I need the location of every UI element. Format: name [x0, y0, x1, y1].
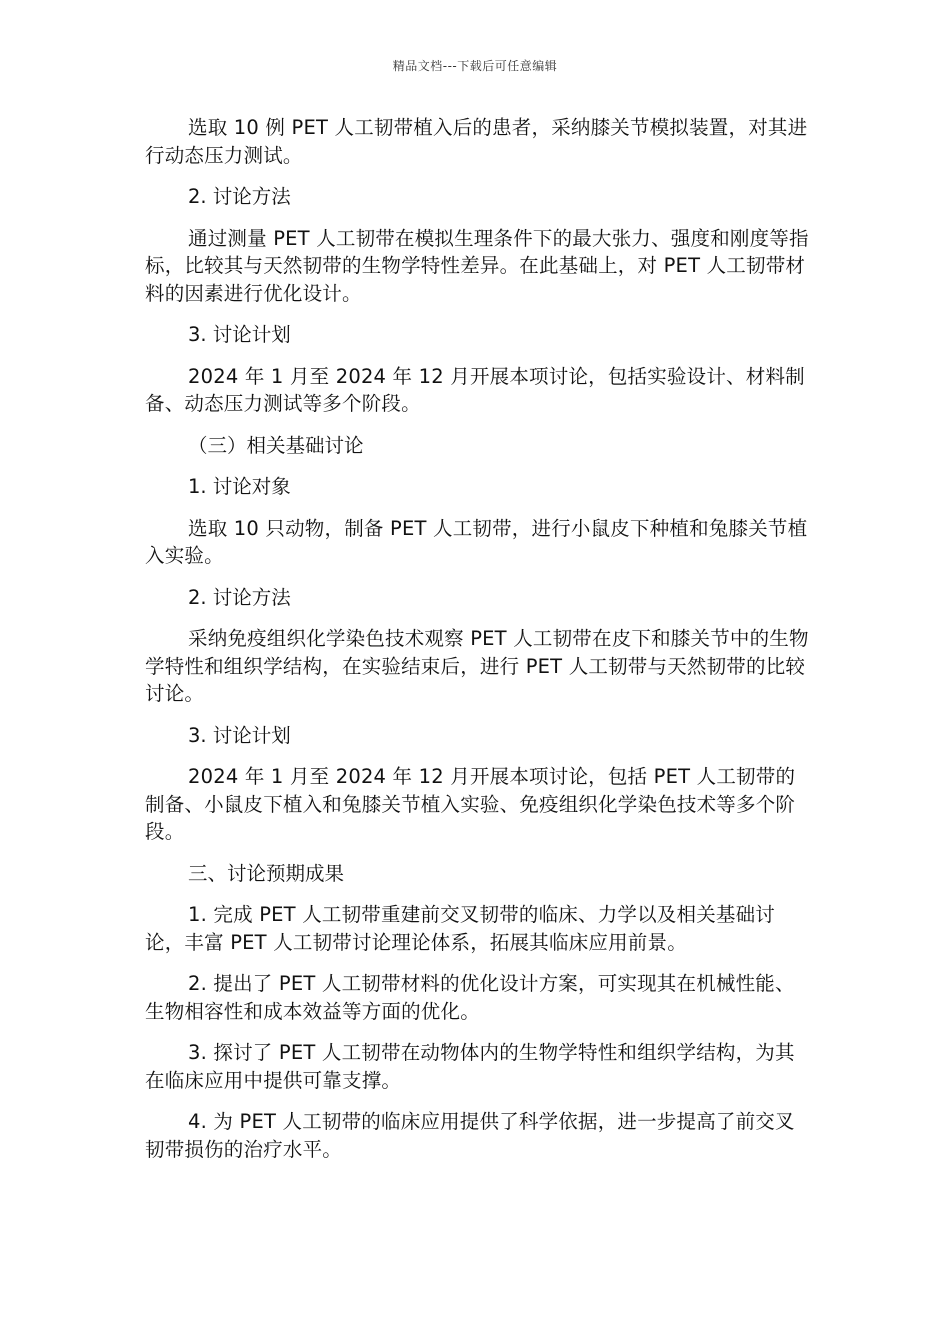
section-heading: （三）相关基础讨论 [188, 433, 364, 457]
section-heading: 2. 讨论方法 [188, 185, 291, 208]
document-body [145, 114, 810, 1177]
paragraph: 选取 10 只动物，制备 PET 人工韧带，进行小鼠皮下种植和兔膝关节植入实验。 [145, 516, 808, 567]
section-heading: 3. 讨论计划 [188, 323, 291, 346]
section-heading: 三、讨论预期成果 [188, 861, 345, 885]
paragraph: 2. 提出了 PET 人工韧带材料的优化设计方案，可实现其在机械性能、生物相容性和成本效益等方面的优化。 [145, 972, 795, 1023]
paragraph: 4. 为 PET 人工韧带的临床应用提供了科学依据，进一步提高了前交叉韧带损伤的治疗水平。 [145, 1110, 795, 1161]
paragraph: 采纳免疫组织化学染色技术观察 PET 人工韧带在皮下和膝关节中的生物学特性和组织学结构，在实验结束后，进行 PET 人工韧带与天然韧带的比较讨论。 [145, 627, 809, 705]
paragraph: 2024 年 1 月至 2024 年 12 月开展本项讨论，包括实验设计、材料制备、动态压力测试等多个阶段。 [145, 364, 805, 415]
section-heading: 1. 讨论对象 [188, 475, 291, 498]
paragraph: 通过测量 PET 人工韧带在模拟生理条件下的最大张力、强度和刚度等指标，比较其与天然韧带的生物学特性差异。在此基础上，对 PET 人工韧带材料的因素进行优化设计。 [145, 226, 809, 305]
page-header: 精品文档---下载后可任意编辑 [392, 59, 558, 73]
paragraph: 1. 完成 PET 人工韧带重建前交叉韧带的临床、力学以及相关基础讨论，丰富 PET 人工韧带讨论理论体系，拓展其临床应用前景。 [145, 903, 775, 954]
paragraph: 选取 10 例 PET 人工韧带植入后的患者，采纳膝关节模拟装置，对其进行动态压力测试。 [145, 116, 808, 167]
section-heading: 2. 讨论方法 [188, 585, 291, 609]
paragraph: 3. 探讨了 PET 人工韧带在动物体内的生物学特性和组织学结构，为其在临床应用中提供可靠支撑。 [145, 1041, 795, 1092]
section-heading: 3. 讨论计划 [188, 723, 291, 747]
paragraph: 2024 年 1 月至 2024 年 12 月开展本项讨论，包括 PET 人工韧带的制备、小鼠皮下植入和兔膝关节植入实验、免疫组织化学染色技术等多个阶段。 [145, 765, 796, 843]
